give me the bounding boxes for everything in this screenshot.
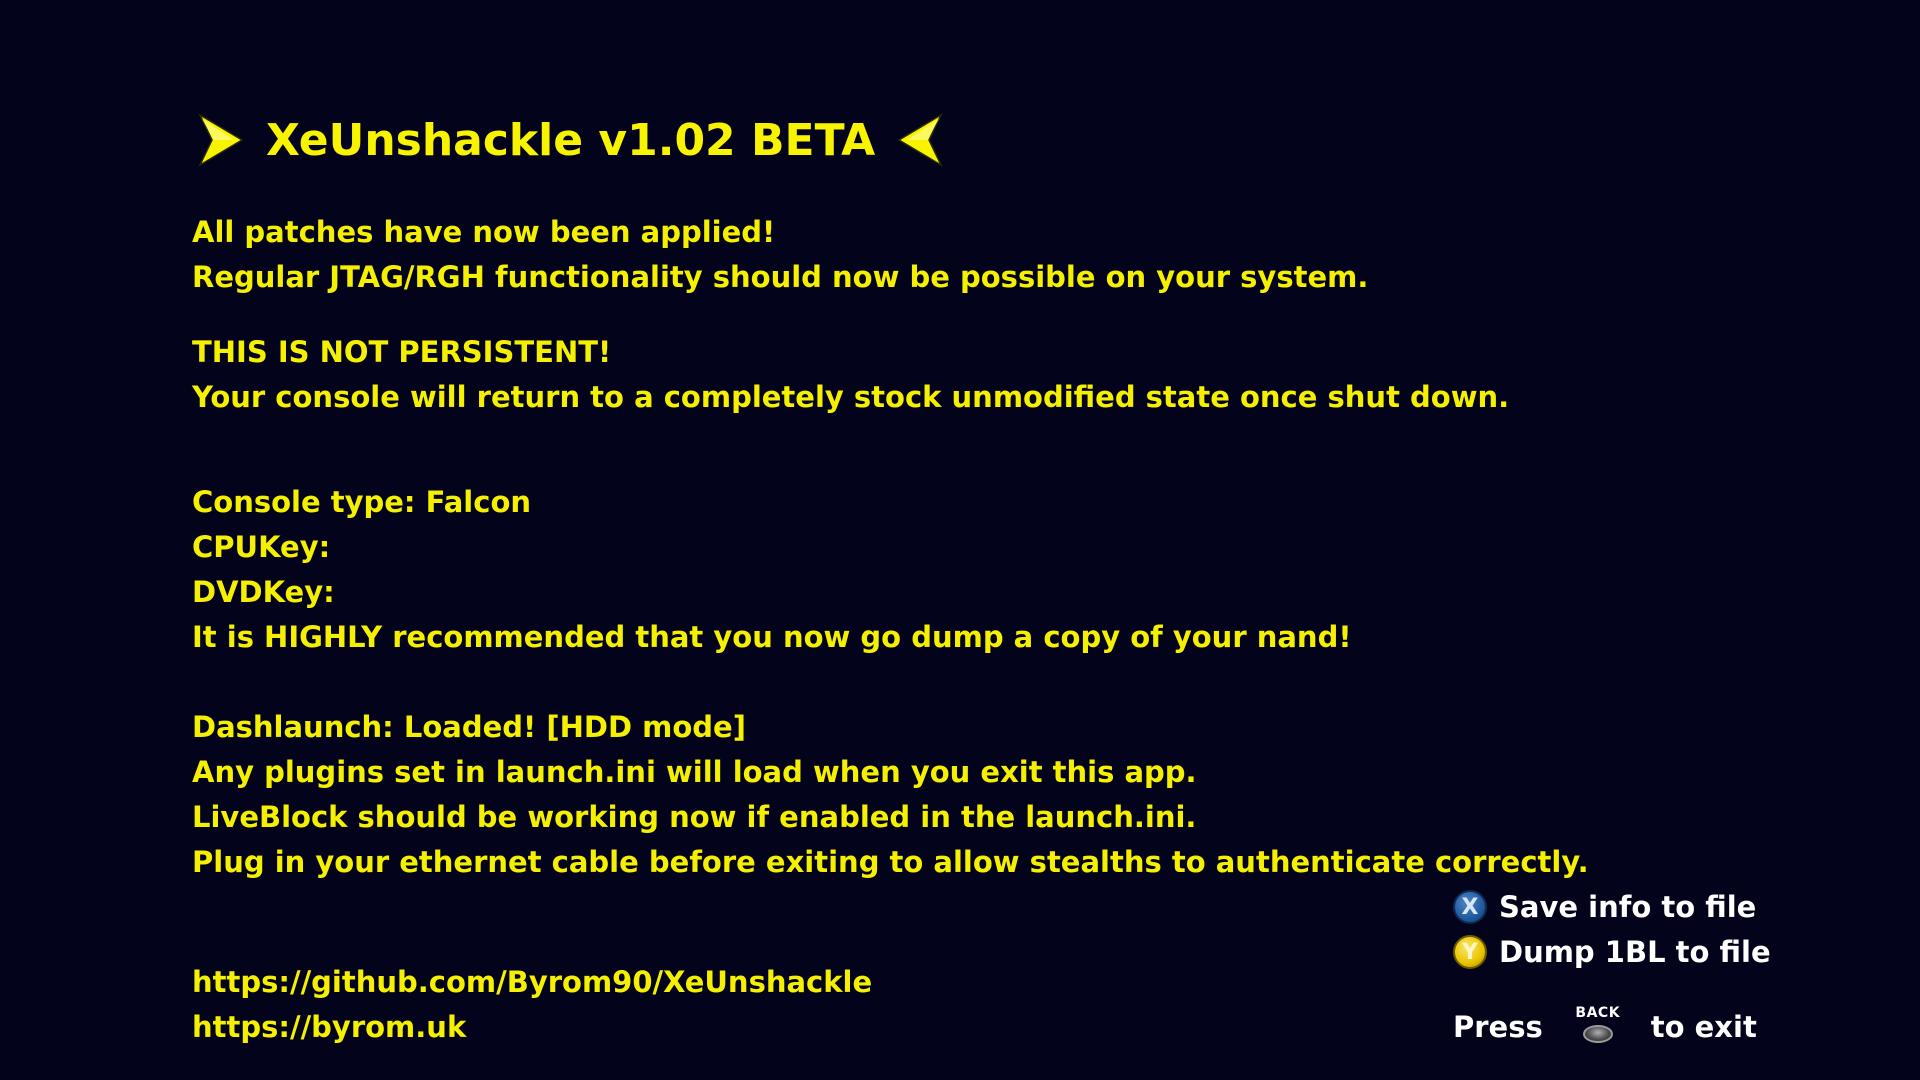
cpukey-text: CPUKey: [192,530,331,564]
dvdkey-text: DVDKey: [192,575,335,609]
arrow-left-icon [897,113,945,167]
stock-state-warning: Your console will return to a completely stock unmodified state once shut down. [192,380,1510,414]
liveblock-info-text: LiveBlock should be working now if enabled in the launch.ini. [192,800,1197,834]
github-link: https://github.com/Byrom90/XeUnshackle [192,965,873,999]
dashlaunch-status-text: Dashlaunch: Loaded! [HDD mode] [192,710,746,744]
dump-1bl-prompt[interactable] [1453,935,1771,969]
console-type-text: Console type: Falcon [192,485,532,519]
app-title-text: XeUnshackle v1.02 BETA [266,114,876,166]
ethernet-info-text: Plug in your ethernet cable before exiting to allow stealths to authenticate correctly. [192,845,1589,879]
y-button-icon[interactable]: Y [1453,935,1487,969]
save-info-label: Save info to file [1499,890,1757,924]
back-button-oval [1583,1025,1613,1043]
website-link: https://byrom.uk [192,1010,467,1044]
save-info-prompt[interactable] [1453,890,1756,924]
exit-label: to exit [1650,1010,1757,1044]
back-button-label: BACK [1575,1005,1621,1021]
app-title [196,105,945,175]
patch-status-text: All patches have now been applied! [192,215,776,249]
exit-prompt[interactable] [1453,1005,1757,1049]
arrow-right-icon [196,113,244,167]
back-button-icon[interactable] [1567,1005,1629,1049]
press-label: Press [1453,1010,1543,1044]
jtag-functionality-text: Regular JTAG/RGH functionality should now be possible on your system. [192,260,1369,294]
dump-1bl-label: Dump 1BL to file [1499,935,1771,969]
plugins-info-text: Any plugins set in launch.ini will load when you exit this app. [192,755,1197,789]
not-persistent-warning: THIS IS NOT PERSISTENT! [192,335,612,369]
x-button-icon[interactable]: X [1453,890,1487,924]
nand-dump-recommendation: It is HIGHLY recommended that you now go dump a copy of your nand! [192,620,1352,654]
